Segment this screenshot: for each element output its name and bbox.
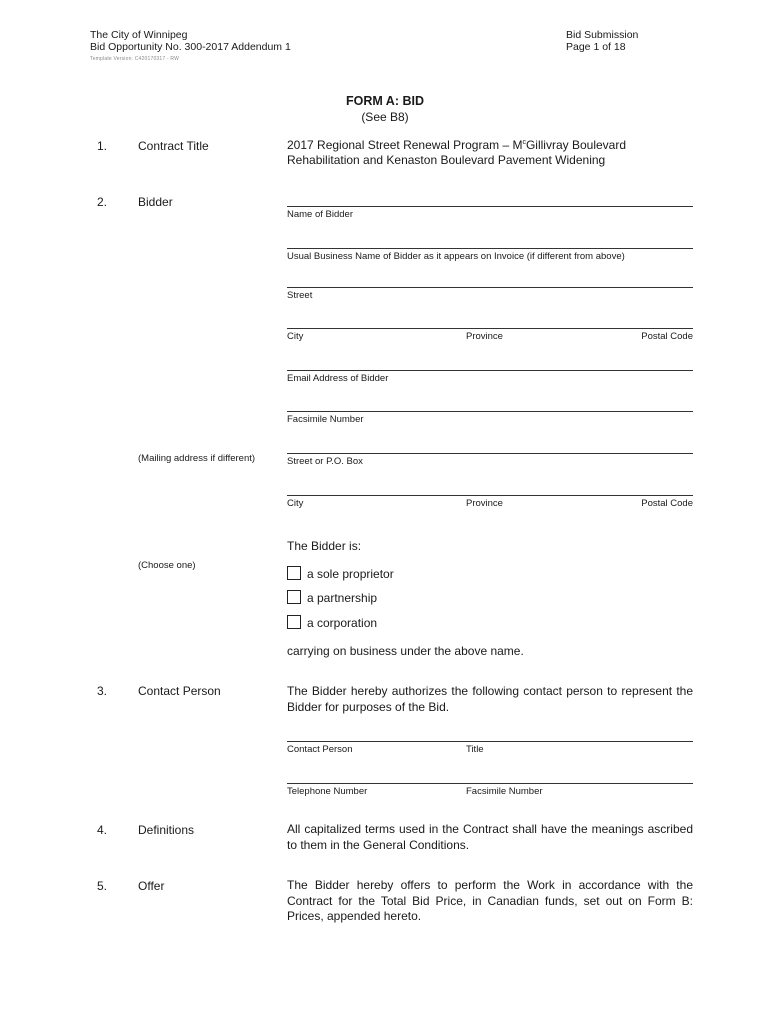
partnership-checkbox[interactable]: [287, 590, 301, 604]
title-caption: Title: [466, 744, 484, 755]
mailing-address-note: (Mailing address if different): [138, 453, 256, 464]
name-of-bidder-caption: Name of Bidder: [287, 209, 354, 220]
contact-person-caption: Contact Person: [287, 744, 353, 755]
contact-fax-caption: Facsimile Number: [466, 786, 543, 797]
name-of-bidder-line[interactable]: [287, 206, 693, 207]
usual-business-name-line[interactable]: [287, 248, 693, 249]
sole-proprietor-checkbox[interactable]: [287, 566, 301, 580]
postal-code-caption: Postal Code: [641, 331, 693, 342]
facsimile-line[interactable]: [287, 411, 693, 412]
template-version: Template Version: C420170317 - RW: [90, 56, 180, 62]
header-doc-type: Bid Submission: [566, 29, 639, 41]
section-1-label: Contract Title: [138, 139, 209, 153]
form-see-reference: (See B8): [361, 110, 409, 124]
corporation-checkbox[interactable]: [287, 615, 301, 629]
section-3-number: 3.: [97, 684, 108, 698]
section-1-number: 1.: [97, 139, 108, 153]
section-4-label: Definitions: [138, 823, 195, 837]
section-5-number: 5.: [97, 879, 108, 893]
street-caption: Street: [287, 290, 313, 301]
mailing-province-caption: Province: [466, 498, 503, 509]
offer-text: The Bidder hereby offers to perform the Work in accordance with the Contract for the Total Bid Price, in Canadian funds, set out on Form B: Prices, appended hereto.: [287, 878, 693, 923]
province-caption: Province: [466, 331, 503, 342]
street-line[interactable]: [287, 287, 693, 288]
choose-one-note: (Choose one): [138, 560, 196, 571]
section-5-label: Offer: [138, 879, 165, 893]
contract-title-line2: Rehabilitation and Kenaston Boulevard Pavement Widening: [287, 153, 606, 167]
bidder-is-label: The Bidder is:: [287, 539, 362, 553]
definitions-text: All capitalized terms used in the Contract shall have the meanings ascribed to them in the General Conditions.: [287, 822, 693, 852]
contact-person-text: The Bidder hereby authorizes the following contact person to represent the Bidder for purposes of the Bid.: [287, 684, 693, 714]
usual-business-name-caption: Usual Business Name of Bidder as it appears on Invoice (if different from above): [287, 251, 625, 262]
header-org: The City of Winnipeg: [90, 29, 188, 41]
contract-title-line1: 2017 Regional Street Renewal Program – $M^cGillivray$ Boulevard: [287, 138, 627, 152]
po-box-caption: Street or P.O. Box: [287, 456, 363, 467]
telephone-line[interactable]: [287, 783, 693, 784]
partnership-label: a partnership: [307, 591, 378, 605]
mailing-city-caption: City: [287, 498, 304, 509]
facsimile-caption: Facsimile Number: [287, 414, 364, 425]
city-province-postal-line[interactable]: [287, 328, 693, 329]
carrying-on-business-text: carrying on business under the above name.: [287, 644, 524, 658]
section-3-label: Contact Person: [138, 684, 221, 698]
section-2-number: 2.: [97, 195, 108, 209]
form-title: FORM A: BID: [346, 94, 424, 108]
email-line[interactable]: [287, 370, 693, 371]
corporation-label: a corporation: [307, 616, 378, 630]
contact-person-line[interactable]: [287, 741, 693, 742]
mailing-city-province-postal-line[interactable]: [287, 495, 693, 496]
po-box-line[interactable]: [287, 453, 693, 454]
header-bid-opportunity: Bid Opportunity No. 300-2017 Addendum 1: [90, 41, 291, 53]
city-caption: City: [287, 331, 304, 342]
sole-proprietor-label: a sole proprietor: [307, 567, 394, 581]
email-caption: Email Address of Bidder: [287, 373, 389, 384]
header-page-number: Page 1 of 18: [566, 41, 626, 53]
section-2-label: Bidder: [138, 195, 173, 209]
telephone-caption: Telephone Number: [287, 786, 368, 797]
section-4-number: 4.: [97, 823, 108, 837]
mailing-postal-code-caption: Postal Code: [641, 498, 693, 509]
